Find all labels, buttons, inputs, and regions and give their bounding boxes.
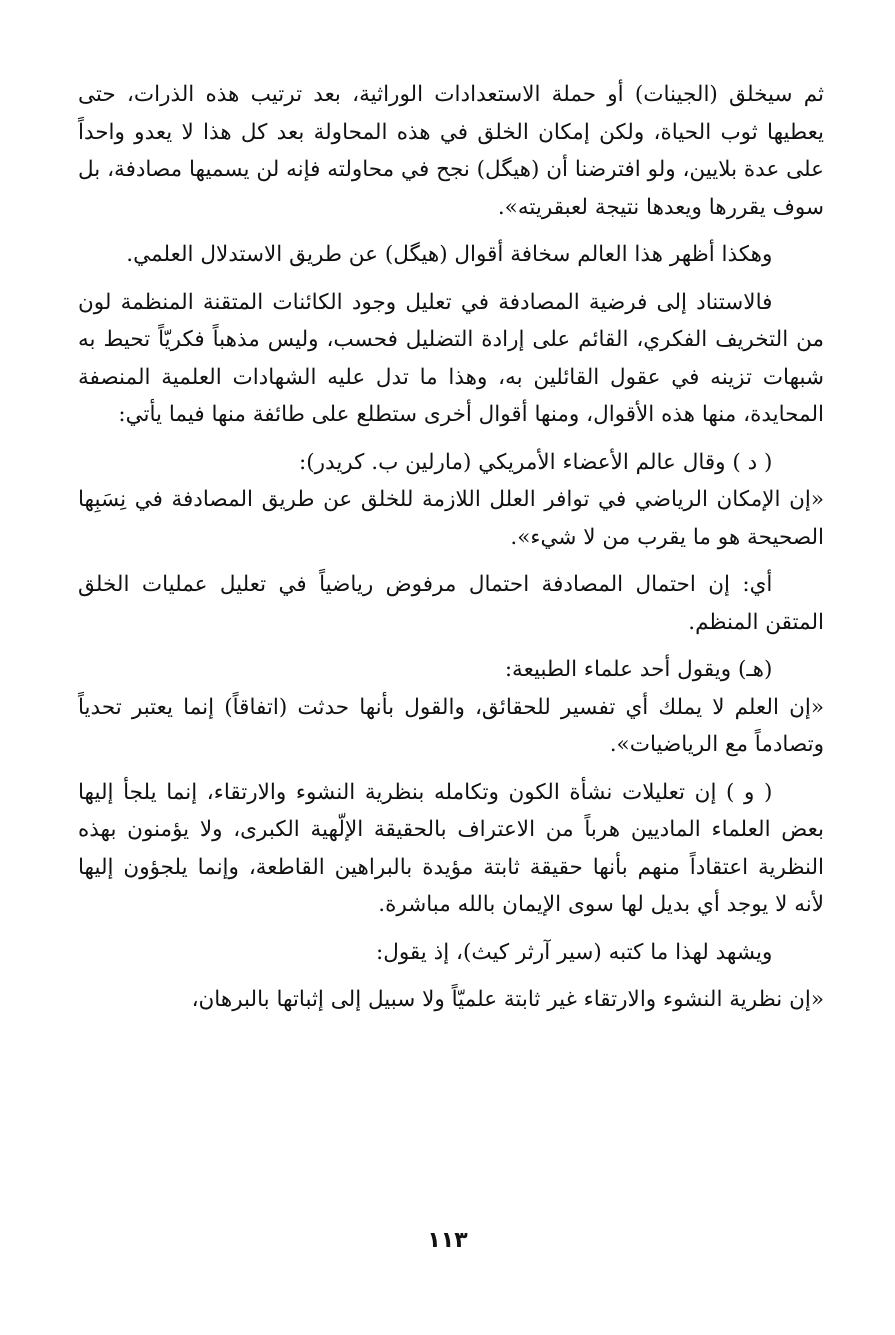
paragraph-chance-hypothesis: فالاستناد إلى فرضية المصادفة في تعليل وجود الكائنات المتقنة المنظمة لون من التخريف الفكري، القائم على إرادة التضليل فحسب، وليس مذهباً فكريّاً تحيط به شبهات تزينه في عقول القائلين به، وهذا ما تدل عليه الشهادات العلمية المنصفة المحايدة، منها هذه الأقوال، ومنها أقوال أخرى ستطلع على طائفة منها فيما يأتي: <box>78 289 824 427</box>
quote-d: «إن الإمكان الرياضي في توافر العلل اللازمة للخلق عن طريق المصادفة في نِسَبِها الصحيحة هو ما يقرب من لا شيء». <box>78 487 824 550</box>
quote-keith: «إن نظرية النشوء والارتقاء غير ثابتة علميّاً ولا سبيل إلى إثباتها بالبرهان، <box>191 987 824 1012</box>
paragraph-conclusion: وهكذا أظهر هذا العالم سخافة أقوال (هيگل) عن طريق الاستدلال العلمي. <box>126 242 773 267</box>
paragraph-explanation: أي: إن احتمال المصادفة احتمال مرفوض رياضياً في تعليل عمليات الخلق المتقن المنظم. <box>78 572 824 635</box>
quote-h: «إن العلم لا يملك أي تفسير للحقائق، والقول بأنها حدثت (اتفاقاً) إنما يعتبر تحدياً وتصادماً مع الرياضيات». <box>78 694 824 757</box>
quote-heading-d: ( د ) وقال عالم الأعضاء الأمريكي (مارلين ب. كريدر): <box>299 449 773 475</box>
paragraph-continuation: ثم سيخلق (الجينات) أو حملة الاستعدادات الوراثية، بعد ترتيب هذه الذرات، حتى يعطيها ثوب الحياة، ولكن إمكان الخلق في هذه المحاولة بعد كل هذا لا يعدو واحداً على عدة بلايين، ولو افترضنا أن (هيگل) نجح في محاولته فإنه لن يسميها مصادفة، بل سوف يقررها ويعدها نتيجة لعبقريته». <box>78 82 824 220</box>
quote-heading-h: (هـ) ويقول أحد علماء الطبيعة: <box>504 657 773 682</box>
paragraph-w: ( و ) إن تعليلات نشأة الكون وتكامله بنظرية النشوء والارتقاء، إنما يلجأ إليها بعض العلماء الماديين هرباً من الاعتراف بالحقيقة الإلّهية الكبرى، ولا يؤمنون بهذه النظرية اعتقاداً منهم بأنها حقيقة ثابتة مؤيدة بالبراهين القاطعة، وإنما يلجؤون إليها لأنه لا يوجد أي بديل لها سوى الإيمان بالله مباشرة. <box>78 779 824 917</box>
paragraph-keith-intro: ويشهد لهذا ما كتبه (سير آرثر كيث)، إذ يقول: <box>375 939 773 965</box>
page-number: ١١٣ <box>427 1228 468 1253</box>
page-body <box>78 76 824 1029</box>
